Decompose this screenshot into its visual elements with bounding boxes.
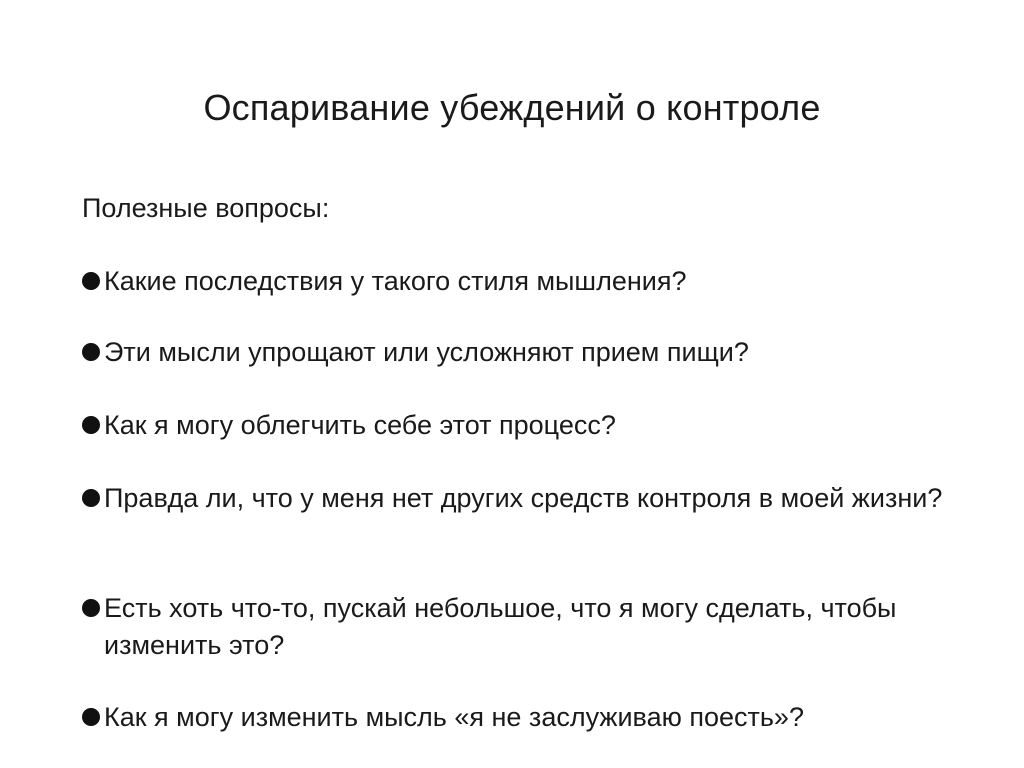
slide-subtitle: Полезные вопросы:: [82, 193, 330, 223]
bullet-item: [82, 334, 962, 371]
bullet-dot-icon: [82, 416, 100, 434]
bullet-text: Эти мысли упрощают или усложняют прием пищи?: [104, 337, 749, 367]
bullet-text: Есть хоть что-то, пускай небольшое, что я могу сделать, чтобы изменить это?: [104, 593, 897, 660]
bullet-text: Как я могу изменить мысль «я не заслуживаю поесть»?: [104, 702, 804, 732]
bullet-item: [82, 480, 962, 517]
bullet-text: Правда ли, что у меня нет других средств контроля в моей жизни?: [104, 483, 943, 513]
bullet-item: [82, 699, 962, 736]
bullet-item: [82, 407, 962, 444]
bullet-dot-icon: [82, 272, 100, 290]
bullet-item: [82, 590, 962, 664]
bullet-dot-icon: [82, 489, 100, 507]
bullet-item: [82, 263, 962, 300]
bullet-text: Какие последствия у такого стиля мышления?: [104, 266, 687, 296]
bullet-dot-icon: [82, 708, 100, 726]
bullet-dot-icon: [82, 599, 100, 617]
bullet-dot-icon: [82, 343, 100, 361]
slide-title: Оспаривание убеждений о контроле: [203, 87, 821, 128]
bullet-text: Как я могу облегчить себе этот процесс?: [104, 410, 616, 440]
